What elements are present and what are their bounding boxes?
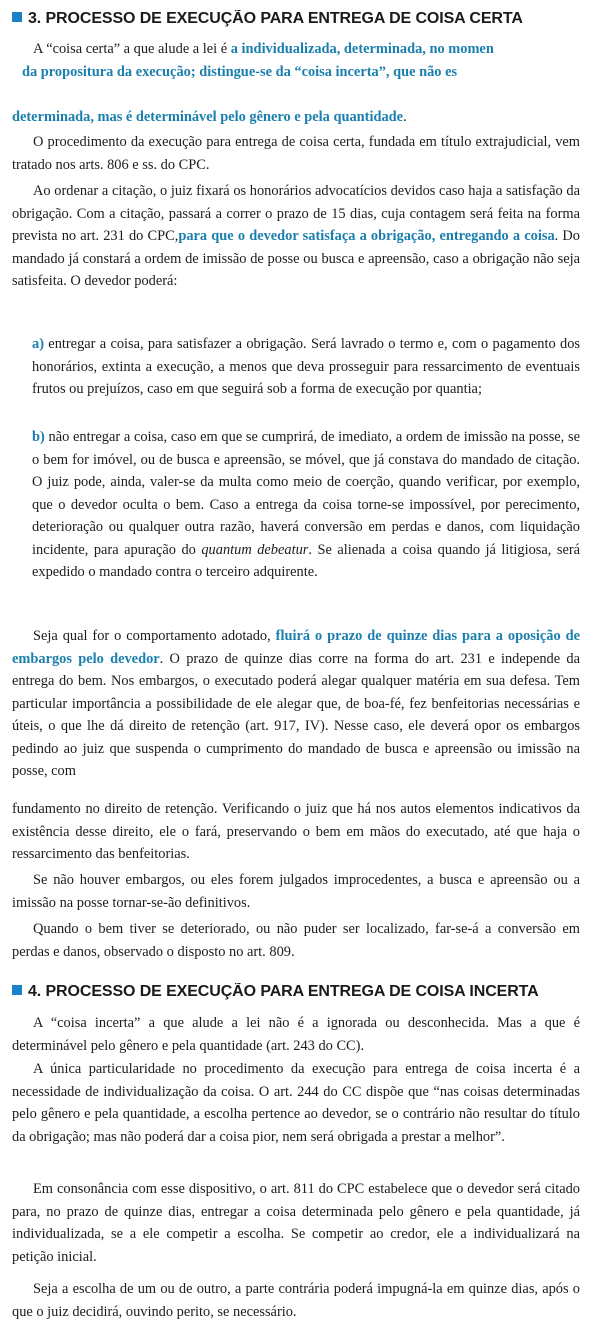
s3-item-b: b) não entregar a coisa, caso em que se cumprirá, de imediato, a ordem de imissão na posse, se o bem for imóvel, ou de busca e apreensão, se móvel, que já constava do mandado de citação. O juiz pode, ainda, valer-se da multa como meio de coerção, quando verificar, por exemplo, que o devedor oculta o bem. Caso a entrega da coisa torne-se impossível, por perecimento, deterioração ou qualquer outra razão, haverá conversão em perdas e danos, com liquidação incidente, para apuração do quantum debeatur. Se alienada a coisa quando já litigiosa, será expedido o mandado contra o terceiro adquirente. <box>32 429 581 580</box>
section-4-heading <box>12 983 580 1001</box>
s3-p1-line3: determinada, mas é determinável pelo gênero e pela quantidade. <box>12 109 407 125</box>
s4-paragraph-4: Seja a escolha de um ou de outro, a parte contrária poderá impugná-la em quinze dias, após o que o juiz decidirá, ouvindo perito, se necessário. <box>12 1281 580 1320</box>
highlighted-text: a individualizada, determinada, no momen <box>230 41 494 57</box>
square-bullet-icon <box>12 985 22 995</box>
section-4-title: 4. PROCESSO DE EXECUÇÃO PARA ENTREGA DE COISA INCERTA <box>28 983 539 1000</box>
item-letter: a) <box>32 336 44 352</box>
s4-paragraph-1: A “coisa incerta” a que alude a lei não é a ignorada ou desconhecida. Mas a que é determinável pelo gênero e pela quantidade (art. 243 do CC). <box>12 1015 580 1054</box>
s3-item-a: a) entregar a coisa, para satisfazer a obrigação. Será lavrado o termo e, com o pagamento dos honorários, extinta a execução, a menos que deva prosseguir para ressarcimento de eventuais frutos ou prejuízos, caso em que seguirá sob a forma de execução por quantia; <box>32 336 580 397</box>
s3-paragraph-5: fundamento no direito de retenção. Verificando o juiz que há nos autos elementos indicativos da existência desse direito, ele o fará, preservando o bem em mãos do executado, até que haja o ressarcimento das benfeitorias. <box>12 801 580 862</box>
s3-p1-line2: da propositura da execução; distingue-se da “coisa incerta”, que não es <box>22 64 458 80</box>
s3-paragraph-3: Ao ordenar a citação, o juiz fixará os honorários advocatícios devidos caso haja a satisfação da obrigação. Com a citação, passará a correr o prazo de 15 dias, cuja contagem será feita na forma prevista no art. 231 do CPC,para que o devedor satisfaça a obrigação, entregando a coisa. Do mandado já constará a ordem de imissão de posse ou busca e apreensão, caso a obrigação não seja satisfeita. O devedor poderá: <box>12 183 580 289</box>
section-3-heading <box>12 10 580 28</box>
highlighted-text: para que o devedor satisfaça a obrigação, entregando a coisa <box>178 228 555 244</box>
s4-paragraph-2: A única particularidade no procedimento da execução para entrega de coisa incerta é a necessidade de individualização da coisa. O art. 244 do CC dispõe que “nas coisas determinadas pelo gênero e pela quantidade, a escolha pertence ao devedor, se o contrário não resultar do título da obrigação; mas não poderá dar a coisa pior, nem será obrigada a prestar a melhor”. <box>12 1061 580 1145</box>
square-bullet-icon <box>12 12 22 22</box>
s3-paragraph-2: O procedimento da execução para entrega de coisa certa, fundada em título extrajudicial, vem tratado nos arts. 806 e ss. do CPC. <box>12 134 580 173</box>
highlighted-text: fluirá o prazo de quinze dias para a oposição de embargos pelo devedor <box>12 628 581 667</box>
item-letter: b) <box>32 429 45 445</box>
s3-p1-line1: A “coisa certa” a que alude a lei é a individualizada, determinada, no momen <box>33 41 494 57</box>
s3-paragraph-4: Seja qual for o comportamento adotado, fluirá o prazo de quinze dias para a oposição de embargos pelo devedor. O prazo de quinze dias corre na forma do art. 231 e independe da entrega do bem. Nos embargos, o executado poderá alegar qualquer matéria em sua defesa. Tem particular importância a possibilidade de ele alegar que, de boa-fé, fez benfeitorias necessárias e úteis, o que lhe dá direito de retenção (art. 917, IV). Nesse caso, ele deverá opor os embargos pedindo ao juiz que suspenda o cumprimento do mandado de busca e apreensão ou imissão na posse, com <box>12 628 581 779</box>
highlighted-text: determinada, mas é determinável pelo gênero e pela quantidade <box>12 109 404 125</box>
section-3-title: 3. PROCESSO DE EXECUÇÃO PARA ENTREGA DE COISA CERTA <box>28 10 523 27</box>
s4-paragraph-3: Em consonância com esse dispositivo, o art. 811 do CPC estabelece que o devedor será citado para, no prazo de quinze dias, entregar a coisa determinada pelo gênero e pela quantidade, já individualizada, se a ele competir a escolha. Se competir ao credor, ele a individualizará na petição inicial. <box>12 1181 580 1265</box>
s3-paragraph-6: Se não houver embargos, ou eles forem julgados improcedentes, a busca e apreensão ou a imissão na posse tornar-se-ão definitivos. <box>12 872 580 911</box>
s3-paragraph-7: Quando o bem tiver se deteriorado, ou não puder ser localizado, far-se-á a conversão em perdas e danos, observado o disposto no art. 809. <box>12 921 580 960</box>
